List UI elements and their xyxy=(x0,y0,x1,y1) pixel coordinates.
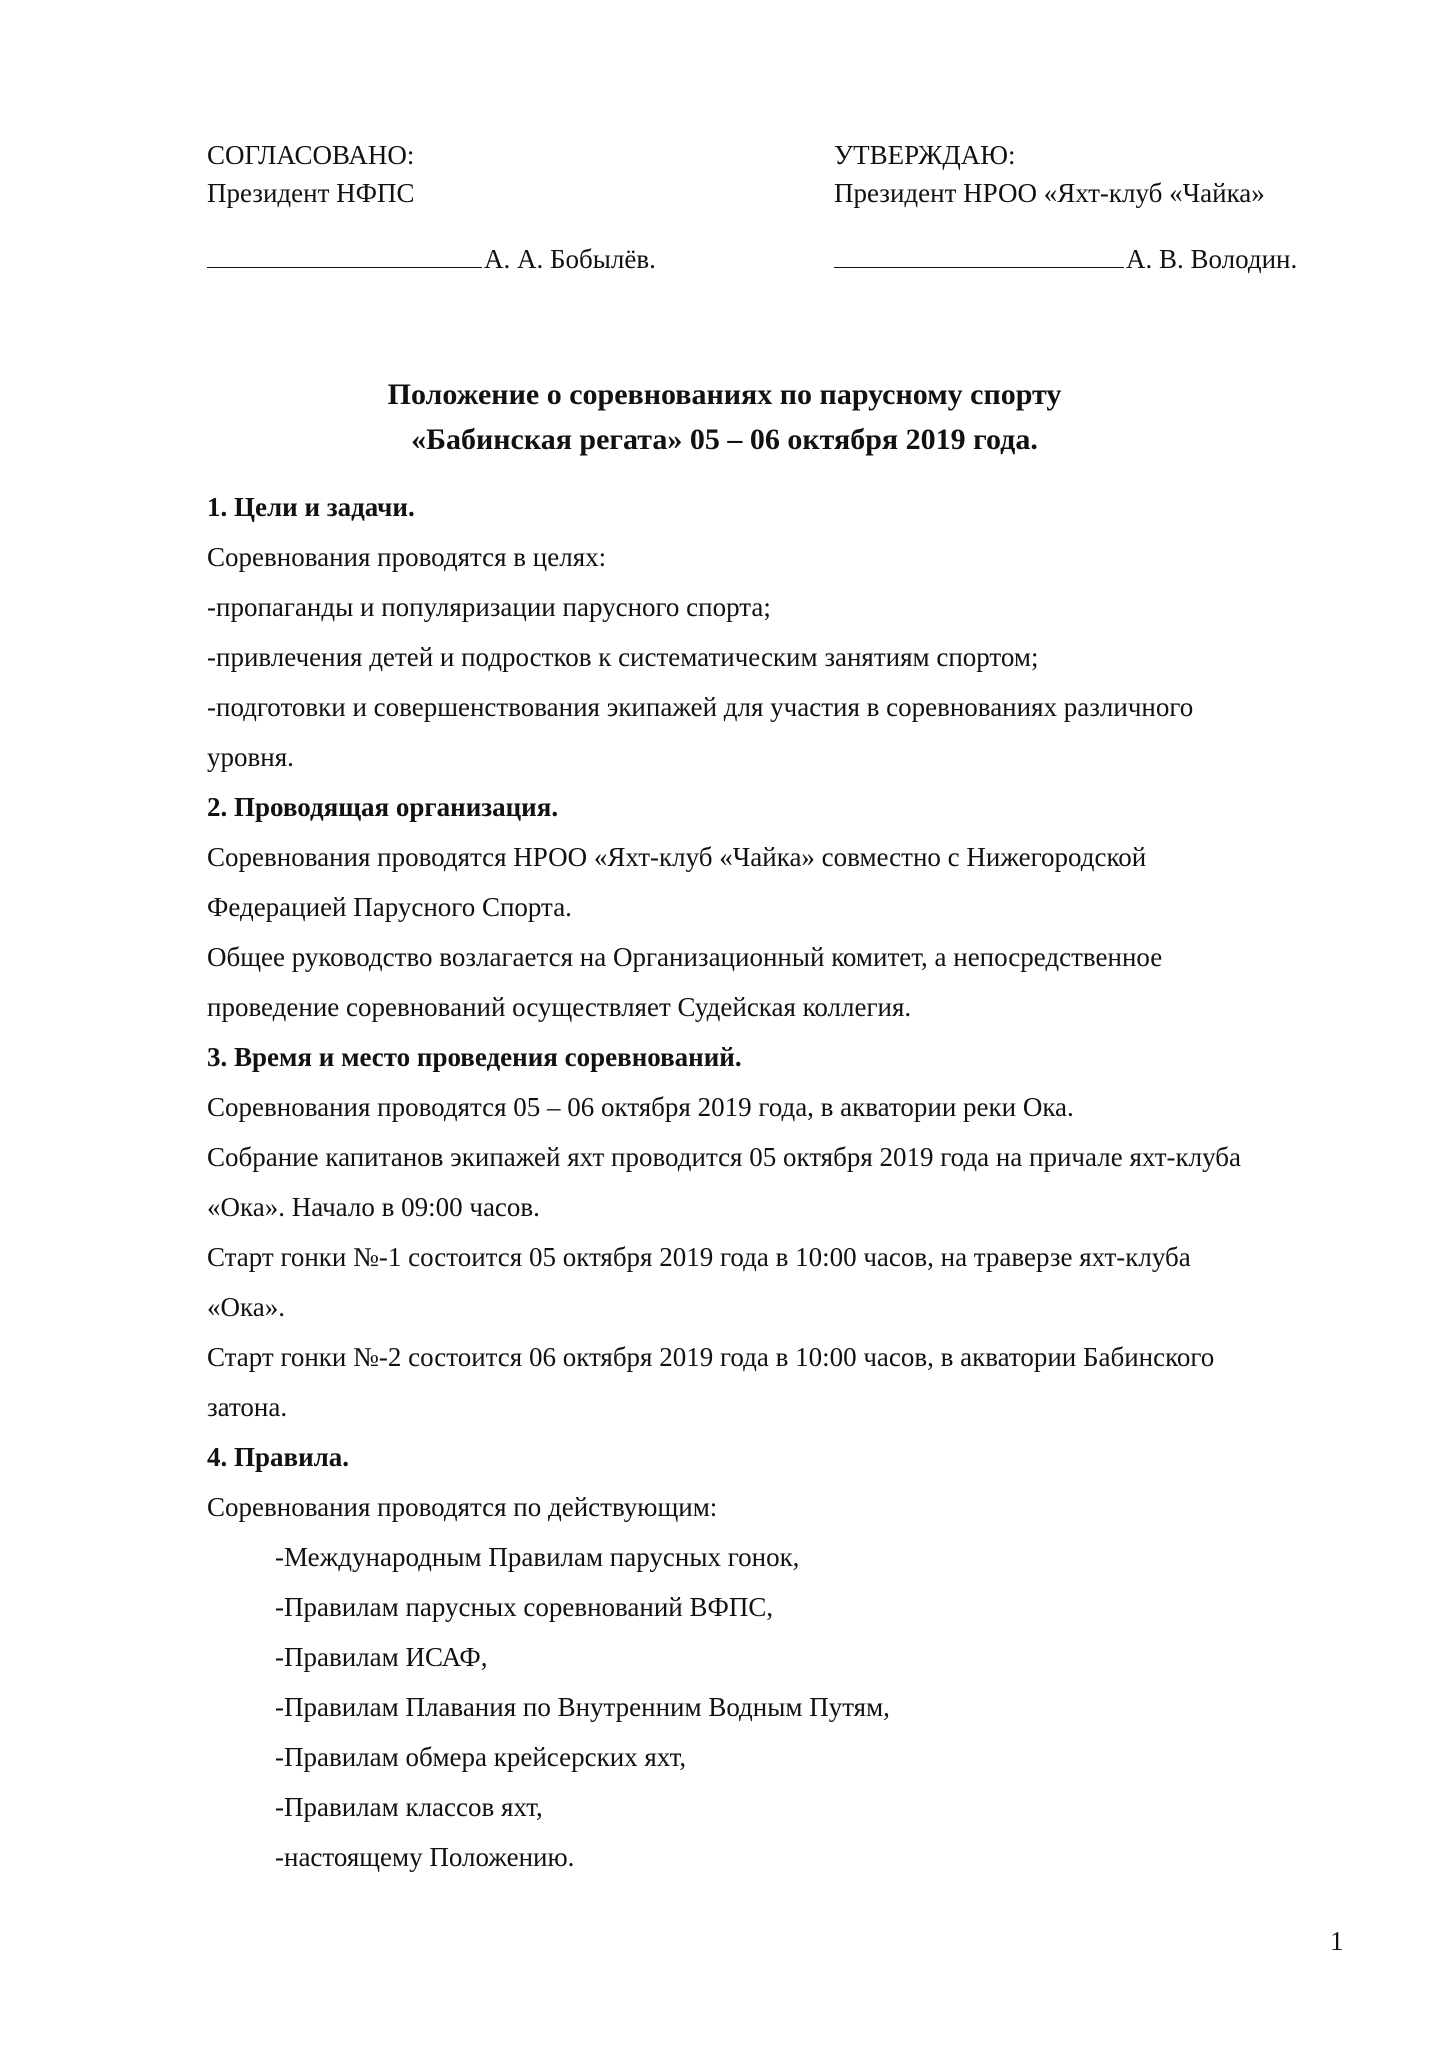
paragraph-line: затона. xyxy=(207,1392,288,1422)
paragraph-line: «Ока». Начало в 09:00 часов. xyxy=(207,1192,540,1222)
title-line-1: Положение о соревнованиях по парусному спорту xyxy=(387,378,1062,411)
paragraph-line: проведение соревнований осуществляет Судейская коллегия. xyxy=(207,992,912,1022)
paragraph-line: Старт гонки №-1 состоится 05 октября 2019 года в 10:00 часов, на траверзе яхт-клуба xyxy=(207,1242,1191,1272)
approval-label-left: СОГЛАСОВАНО: xyxy=(207,140,415,170)
signature-block-right xyxy=(834,240,1297,278)
approval-block-left xyxy=(207,136,414,212)
paragraph-line: Общее руководство возлагается на Организационный комитет, а непосредственное xyxy=(207,942,1163,972)
rules-list-item: -Правилам классов яхт, xyxy=(275,1792,543,1822)
document-title xyxy=(0,372,1449,462)
paragraph-line: -пропаганды и популяризации парусного спорта; xyxy=(207,592,771,622)
page-number: 1 xyxy=(1330,1926,1344,1956)
paragraph-line: Федерацией Парусного Спорта. xyxy=(207,892,572,922)
paragraph-line: Собрание капитанов экипажей яхт проводится 05 октября 2019 года на причале яхт-клуба xyxy=(207,1142,1241,1172)
rules-list-item: -Правилам Плавания по Внутренним Водным Путям, xyxy=(275,1692,890,1722)
section-heading-organization: 2. Проводящая организация. xyxy=(207,792,559,822)
document-body xyxy=(207,482,1347,1882)
approval-position-right: Президент НРОО «Яхт-клуб «Чайка» xyxy=(834,178,1265,208)
signature-line-left xyxy=(207,241,482,268)
paragraph-line: Старт гонки №-2 состоится 06 октября 2019 года в 10:00 часов, в акватории Бабинского xyxy=(207,1342,1215,1372)
rules-list-item: -настоящему Положению. xyxy=(275,1842,575,1872)
rules-list-item: -Правилам ИСАФ, xyxy=(275,1642,488,1672)
signatory-right: А. В. Володин. xyxy=(1126,244,1298,274)
section-heading-rules: 4. Правила. xyxy=(207,1442,350,1472)
paragraph-line: -подготовки и совершенствования экипажей для участия в соревнованиях различного xyxy=(207,692,1194,722)
approval-label-right: УТВЕРЖДАЮ: xyxy=(834,140,1016,170)
paragraph-line: Соревнования проводятся по действующим: xyxy=(207,1492,718,1522)
paragraph-line: -привлечения детей и подростков к систематическим занятиям спортом; xyxy=(207,642,1039,672)
paragraph-line: Соревнования проводятся НРОО «Яхт-клуб «Чайка» совместно с Нижегородской xyxy=(207,842,1147,872)
paragraph-line: Соревнования проводятся 05 – 06 октября 2019 года, в акватории реки Ока. xyxy=(207,1092,1074,1122)
title-line-2: «Бабинская регата» 05 – 06 октября 2019 года. xyxy=(411,423,1038,456)
section-heading-time-place: 3. Время и место проведения соревнований. xyxy=(207,1042,742,1072)
approval-block-right xyxy=(834,136,1265,212)
rules-list-item: -Международным Правилам парусных гонок, xyxy=(275,1542,800,1572)
signatory-left: А. А. Бобылёв. xyxy=(484,244,656,274)
section-heading-goals: 1. Цели и задачи. xyxy=(207,492,415,522)
rules-list-item: -Правилам обмера крейсерских яхт, xyxy=(275,1742,687,1772)
paragraph-line: уровня. xyxy=(207,742,294,772)
rules-list-item: -Правилам парусных соревнований ВФПС, xyxy=(275,1592,774,1622)
paragraph-line: Соревнования проводятся в целях: xyxy=(207,542,607,572)
signature-block-left xyxy=(207,240,656,278)
approval-position-left: Президент НФПС xyxy=(207,178,415,208)
signature-line-right xyxy=(834,241,1124,268)
paragraph-line: «Ока». xyxy=(207,1292,285,1322)
